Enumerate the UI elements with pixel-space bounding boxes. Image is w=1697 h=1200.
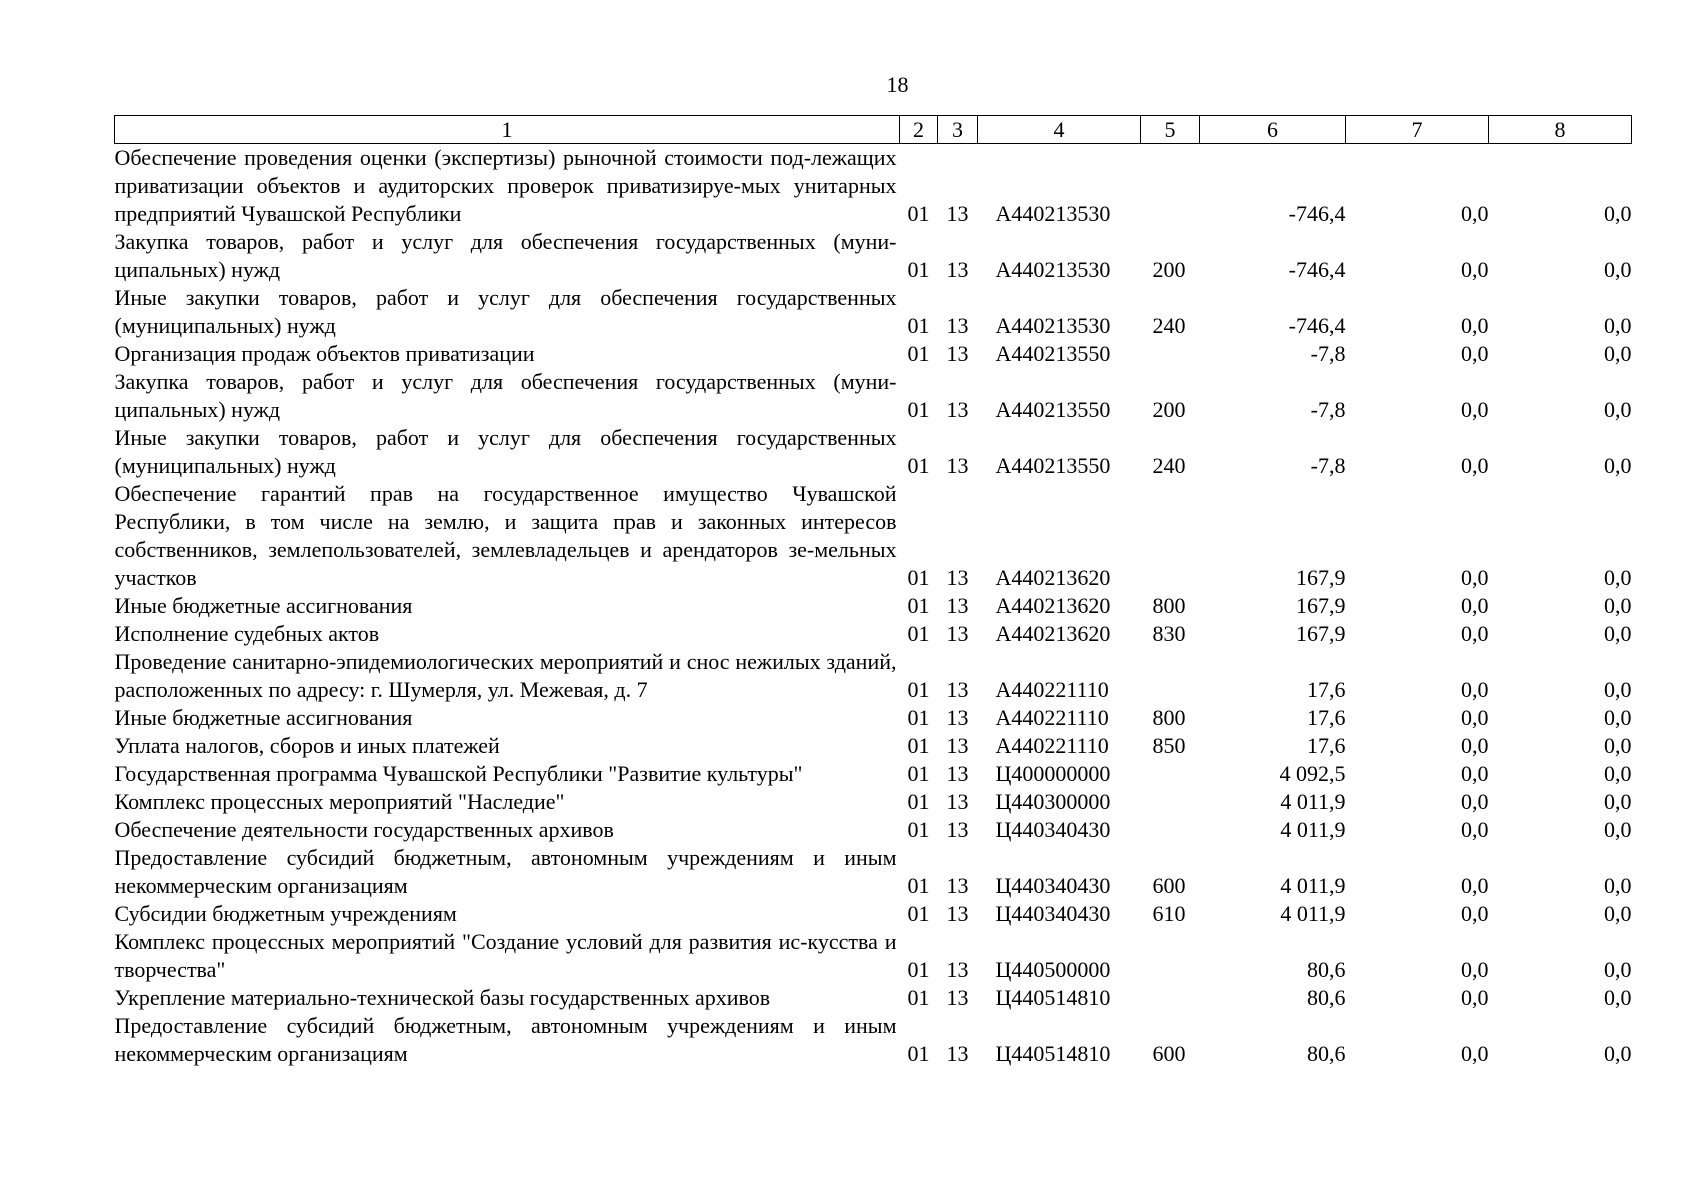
table-row — [115, 816, 1632, 844]
row-target-article: А440213530 — [995, 313, 1111, 338]
row-subsection-code: 13 — [946, 677, 969, 702]
row-target-article: А440213550 — [995, 341, 1111, 366]
row-name: Обеспечение деятельности государственных архивов — [114, 817, 614, 842]
row-section-code: 01 — [907, 201, 930, 226]
row-target-article: Ц440514810 — [995, 985, 1111, 1010]
row-name: Иные бюджетные ассигнования — [114, 705, 413, 730]
table-row — [115, 900, 1632, 928]
row-subsection-code: 13 — [946, 733, 969, 758]
row-amount-col6: 4 092,5 — [1279, 761, 1346, 786]
table-row — [115, 480, 1632, 592]
row-name: Уплата налогов, сборов и иных платежей — [114, 733, 500, 758]
table-row — [115, 284, 1632, 340]
row-amount-col8: 0,0 — [1604, 453, 1632, 478]
row-amount-col7: 0,0 — [1461, 565, 1489, 590]
table-row — [115, 788, 1632, 816]
row-name: Укрепление материально-технической базы государственных архивов — [114, 985, 771, 1010]
table-row — [115, 620, 1632, 648]
table-row — [115, 1012, 1632, 1068]
table-row — [115, 984, 1632, 1012]
table-row — [115, 228, 1632, 284]
row-amount-col7: 0,0 — [1461, 593, 1489, 618]
row-subsection-code: 13 — [946, 985, 969, 1010]
row-amount-col6: 167,9 — [1296, 593, 1346, 618]
row-subsection-code: 13 — [946, 313, 969, 338]
row-target-article: А440213530 — [995, 201, 1111, 226]
row-name: Организация продаж объектов приватизации — [114, 341, 535, 366]
row-expense-type — [1141, 480, 1200, 592]
row-amount-col6: 80,6 — [1307, 957, 1346, 982]
row-target-article: Ц440340430 — [995, 873, 1111, 898]
row-amount-col6: -746,4 — [1288, 201, 1346, 226]
row-expense-type: 200 — [1152, 257, 1186, 282]
row-amount-col6: 4 011,9 — [1280, 901, 1346, 926]
row-amount-col8: 0,0 — [1604, 985, 1632, 1010]
row-subsection-code: 13 — [946, 621, 969, 646]
row-section-code: 01 — [907, 565, 930, 590]
row-target-article: Ц440514810 — [995, 1041, 1111, 1066]
row-expense-type — [1141, 340, 1200, 368]
row-target-article: А440213620 — [995, 565, 1111, 590]
row-amount-col6: 17,6 — [1307, 705, 1346, 730]
row-amount-col7: 0,0 — [1461, 817, 1489, 842]
column-header-5: 5 — [1141, 116, 1200, 144]
row-subsection-code: 13 — [946, 565, 969, 590]
row-expense-type: 850 — [1152, 733, 1186, 758]
row-section-code: 01 — [907, 257, 930, 282]
table-row — [115, 648, 1632, 704]
row-amount-col8: 0,0 — [1604, 565, 1632, 590]
row-target-article: А440221110 — [995, 733, 1109, 758]
row-name: Закупка товаров, работ и услуг для обеспечения государственных (муни-ципальных) нужд — [114, 229, 897, 282]
row-name: Закупка товаров, работ и услуг для обеспечения государственных (муни-ципальных) нужд — [114, 369, 897, 422]
table-row — [115, 760, 1632, 788]
row-amount-col6: 17,6 — [1307, 733, 1346, 758]
row-expense-type: 600 — [1152, 1041, 1186, 1066]
row-section-code: 01 — [907, 957, 930, 982]
row-subsection-code: 13 — [946, 593, 969, 618]
row-name: Обеспечение гарантий прав на государственное имущество Чувашской Республики, в том числе на землю, и защита прав и законных интересов собственников, землепользователей, землевладельцев и арендаторов зе-мельных участков — [114, 481, 897, 590]
row-subsection-code: 13 — [946, 761, 969, 786]
row-section-code: 01 — [907, 677, 930, 702]
row-amount-col8: 0,0 — [1604, 873, 1632, 898]
table-row — [115, 592, 1632, 620]
row-amount-col8: 0,0 — [1604, 257, 1632, 282]
row-amount-col7: 0,0 — [1461, 453, 1489, 478]
budget-table — [114, 115, 1632, 1068]
row-target-article: А440213620 — [995, 593, 1111, 618]
row-amount-col6: 4 011,9 — [1280, 817, 1346, 842]
table-row — [115, 368, 1632, 424]
row-expense-type: 240 — [1152, 453, 1186, 478]
row-amount-col7: 0,0 — [1461, 705, 1489, 730]
row-name: Предоставление субсидий бюджетным, автономным учреждениям и иным некоммерческим организациям — [114, 1013, 897, 1066]
row-amount-col8: 0,0 — [1604, 593, 1632, 618]
row-amount-col6: -746,4 — [1288, 313, 1346, 338]
column-header-8: 8 — [1489, 116, 1632, 144]
row-expense-type: 830 — [1152, 621, 1186, 646]
row-amount-col6: 4 011,9 — [1280, 789, 1346, 814]
row-amount-col6: 80,6 — [1307, 1041, 1346, 1066]
column-header-6: 6 — [1200, 116, 1346, 144]
row-name: Исполнение судебных актов — [114, 621, 380, 646]
row-name: Иные бюджетные ассигнования — [114, 593, 413, 618]
row-section-code: 01 — [907, 733, 930, 758]
row-target-article: Ц440340430 — [995, 901, 1111, 926]
row-name: Иные закупки товаров, работ и услуг для обеспечения государственных (муниципальных) нужд — [114, 285, 897, 338]
row-expense-type: 600 — [1152, 873, 1186, 898]
row-section-code: 01 — [907, 397, 930, 422]
row-section-code: 01 — [907, 593, 930, 618]
row-name: Предоставление субсидий бюджетным, автономным учреждениям и иным некоммерческим организациям — [114, 845, 897, 898]
row-name: Комплекс процессных мероприятий "Наследие" — [114, 789, 565, 814]
table-row — [115, 928, 1632, 984]
column-header-7: 7 — [1346, 116, 1489, 144]
row-subsection-code: 13 — [946, 397, 969, 422]
row-subsection-code: 13 — [946, 257, 969, 282]
row-section-code: 01 — [907, 901, 930, 926]
column-header-2: 2 — [900, 116, 938, 144]
row-target-article: Ц440340430 — [995, 817, 1111, 842]
row-subsection-code: 13 — [946, 341, 969, 366]
row-subsection-code: 13 — [946, 453, 969, 478]
row-amount-col7: 0,0 — [1461, 873, 1489, 898]
row-amount-col7: 0,0 — [1461, 257, 1489, 282]
row-amount-col7: 0,0 — [1461, 313, 1489, 338]
row-amount-col6: -7,8 — [1310, 453, 1346, 478]
row-amount-col7: 0,0 — [1461, 761, 1489, 786]
column-header-1: 1 — [115, 116, 900, 144]
table-row — [115, 144, 1632, 229]
table-body — [115, 144, 1632, 1069]
row-section-code: 01 — [907, 341, 930, 366]
row-target-article: А440213620 — [995, 621, 1111, 646]
table-row — [115, 704, 1632, 732]
row-amount-col7: 0,0 — [1461, 789, 1489, 814]
row-name: Государственная программа Чувашской Республики "Развитие культуры" — [114, 761, 803, 786]
row-amount-col8: 0,0 — [1604, 789, 1632, 814]
row-target-article: Ц440300000 — [995, 789, 1111, 814]
row-amount-col7: 0,0 — [1461, 677, 1489, 702]
row-amount-col6: -746,4 — [1288, 257, 1346, 282]
row-expense-type — [1141, 760, 1200, 788]
row-amount-col7: 0,0 — [1461, 733, 1489, 758]
column-header-4: 4 — [978, 116, 1141, 144]
row-section-code: 01 — [907, 789, 930, 814]
row-amount-col7: 0,0 — [1461, 1041, 1489, 1066]
row-amount-col8: 0,0 — [1604, 621, 1632, 646]
row-section-code: 01 — [907, 705, 930, 730]
table-row — [115, 424, 1632, 480]
row-amount-col8: 0,0 — [1604, 761, 1632, 786]
row-target-article: А440213550 — [995, 397, 1111, 422]
table-row — [115, 340, 1632, 368]
row-amount-col8: 0,0 — [1604, 397, 1632, 422]
row-amount-col8: 0,0 — [1604, 957, 1632, 982]
row-expense-type — [1141, 788, 1200, 816]
row-amount-col7: 0,0 — [1461, 985, 1489, 1010]
row-amount-col7: 0,0 — [1461, 957, 1489, 982]
row-amount-col7: 0,0 — [1461, 341, 1489, 366]
row-subsection-code: 13 — [946, 705, 969, 730]
row-amount-col7: 0,0 — [1461, 397, 1489, 422]
row-subsection-code: 13 — [946, 957, 969, 982]
row-name: Субсидии бюджетным учреждениям — [114, 901, 457, 926]
column-header-3: 3 — [938, 116, 978, 144]
row-amount-col8: 0,0 — [1604, 705, 1632, 730]
row-expense-type: 800 — [1152, 593, 1186, 618]
row-target-article: Ц440500000 — [995, 957, 1111, 982]
row-target-article: А440221110 — [995, 677, 1109, 702]
row-amount-col6: -7,8 — [1310, 397, 1346, 422]
row-amount-col8: 0,0 — [1604, 313, 1632, 338]
row-expense-type — [1141, 144, 1200, 229]
row-subsection-code: 13 — [946, 201, 969, 226]
row-subsection-code: 13 — [946, 817, 969, 842]
row-target-article: А440213550 — [995, 453, 1111, 478]
row-amount-col6: -7,8 — [1310, 341, 1346, 366]
row-expense-type: 610 — [1152, 901, 1186, 926]
row-amount-col7: 0,0 — [1461, 901, 1489, 926]
row-subsection-code: 13 — [946, 1041, 969, 1066]
row-section-code: 01 — [907, 817, 930, 842]
row-section-code: 01 — [907, 313, 930, 338]
row-section-code: 01 — [907, 873, 930, 898]
row-amount-col6: 80,6 — [1307, 985, 1346, 1010]
row-name: Проведение санитарно-эпидемиологических мероприятий и снос нежилых зданий, расположенных по адресу: г. Шумерля, ул. Межевая, д. 7 — [114, 649, 897, 702]
table-row — [115, 844, 1632, 900]
row-section-code: 01 — [907, 453, 930, 478]
row-section-code: 01 — [907, 985, 930, 1010]
row-expense-type: 800 — [1152, 705, 1186, 730]
row-amount-col7: 0,0 — [1461, 201, 1489, 226]
row-expense-type: 200 — [1152, 397, 1186, 422]
row-amount-col8: 0,0 — [1604, 201, 1632, 226]
row-section-code: 01 — [907, 621, 930, 646]
row-expense-type — [1141, 984, 1200, 1012]
row-name: Обеспечение проведения оценки (экспертизы) рыночной стоимости под-лежащих приватизации объектов и аудиторских проверок приватизируе-мых унитарных предприятий Чувашской Республики — [114, 145, 897, 226]
row-section-code: 01 — [907, 1041, 930, 1066]
row-amount-col8: 0,0 — [1604, 341, 1632, 366]
row-amount-col6: 167,9 — [1296, 565, 1346, 590]
row-amount-col6: 167,9 — [1296, 621, 1346, 646]
row-amount-col6: 17,6 — [1307, 677, 1346, 702]
row-subsection-code: 13 — [946, 789, 969, 814]
row-amount-col8: 0,0 — [1604, 733, 1632, 758]
column-number-row — [115, 116, 1632, 144]
row-amount-col8: 0,0 — [1604, 1041, 1632, 1066]
row-subsection-code: 13 — [946, 873, 969, 898]
row-name: Комплекс процессных мероприятий "Создание условий для развития ис-кусства и творчества" — [114, 929, 897, 982]
row-expense-type — [1141, 816, 1200, 844]
row-subsection-code: 13 — [946, 901, 969, 926]
row-expense-type — [1141, 648, 1200, 704]
row-name: Иные закупки товаров, работ и услуг для обеспечения государственных (муниципальных) нужд — [114, 425, 897, 478]
row-section-code: 01 — [907, 761, 930, 786]
row-expense-type: 240 — [1152, 313, 1186, 338]
row-expense-type — [1141, 928, 1200, 984]
row-target-article: Ц400000000 — [995, 761, 1111, 786]
page-number: 18 — [886, 72, 909, 97]
row-amount-col7: 0,0 — [1461, 621, 1489, 646]
row-target-article: А440213530 — [995, 257, 1111, 282]
row-amount-col8: 0,0 — [1604, 817, 1632, 842]
row-amount-col8: 0,0 — [1604, 677, 1632, 702]
row-amount-col6: 4 011,9 — [1280, 873, 1346, 898]
row-amount-col8: 0,0 — [1604, 901, 1632, 926]
row-target-article: А440221110 — [995, 705, 1109, 730]
table-row — [115, 732, 1632, 760]
